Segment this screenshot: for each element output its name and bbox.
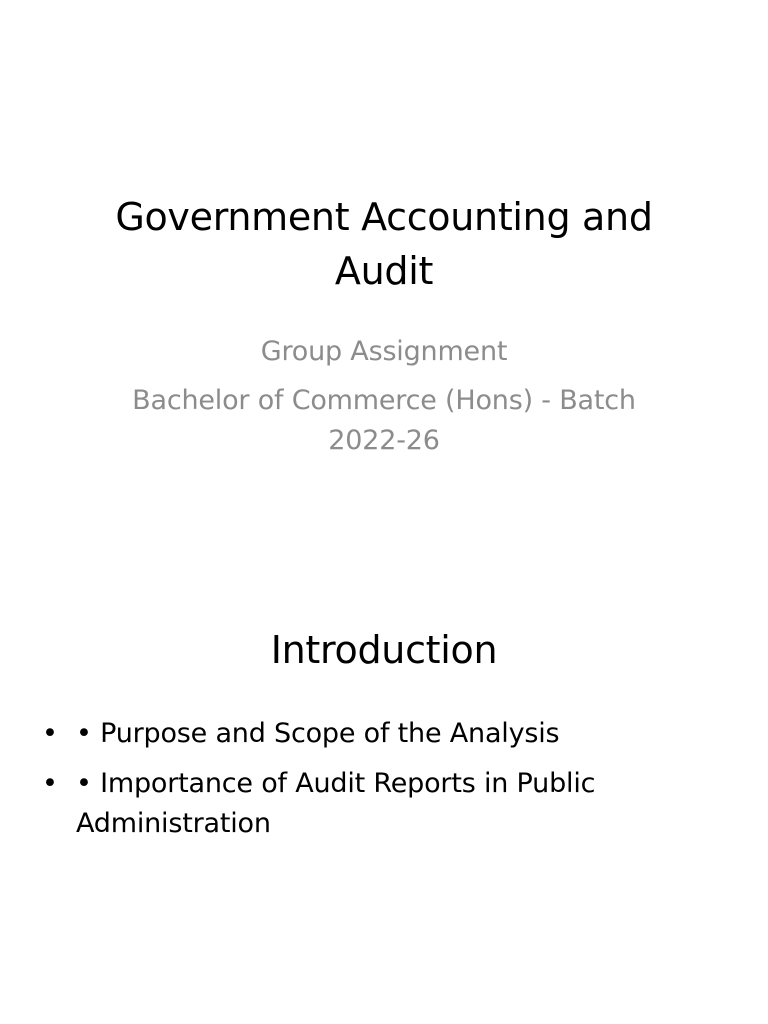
bullet-item [42, 764, 732, 844]
slide-subtitle [0, 332, 768, 461]
subtitle-group-assignment: Group Assignment [260, 336, 508, 367]
bullet-text-line: • Purpose and Scope of the Analysis [76, 718, 560, 749]
introduction-heading: Introduction [270, 628, 498, 672]
bullet-marker: • [42, 768, 58, 799]
bullet-item [42, 714, 732, 754]
slide-title [0, 190, 768, 298]
introduction-slide [0, 568, 768, 1024]
bullet-text-line: Administration [76, 808, 271, 839]
slide-title-line-1: Government Accounting and [115, 195, 653, 239]
subtitle-program-line-1: Bachelor of Commerce (Hons) - Batch [132, 385, 636, 416]
bullet-list [42, 714, 732, 854]
bullet-text-line: • Importance of Audit Reports in Public [76, 768, 596, 799]
bullet-marker: • [42, 718, 58, 749]
slide-title-line-2: Audit [334, 249, 434, 293]
bullet-text [76, 714, 732, 754]
subtitle-program-line-2: 2022-26 [328, 425, 440, 456]
bullet-text [76, 764, 732, 844]
